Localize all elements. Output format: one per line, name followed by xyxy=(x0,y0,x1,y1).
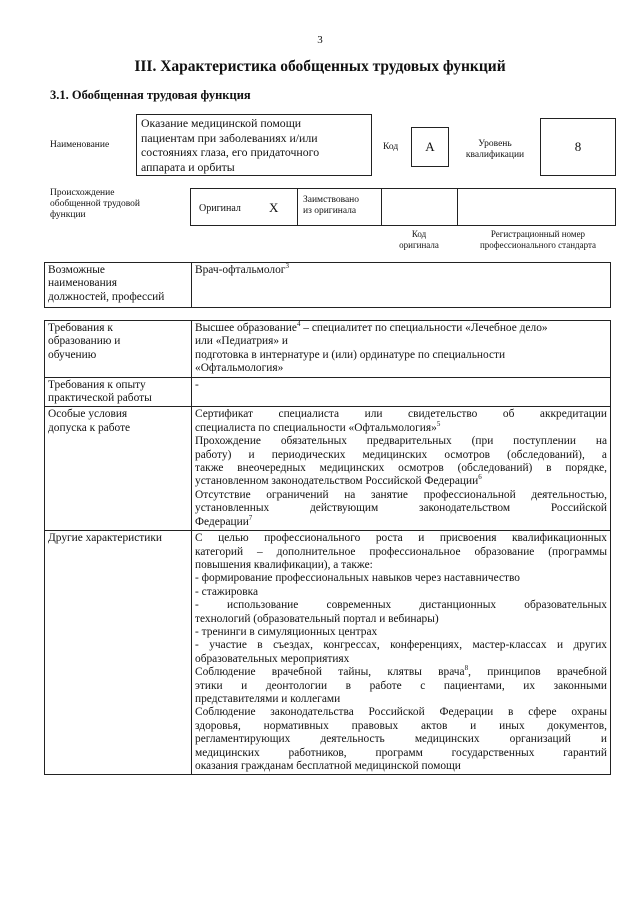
text-line xyxy=(195,362,607,375)
text-run: технологий (образовательный портал и вебинары) xyxy=(195,612,439,625)
text-line xyxy=(195,639,607,652)
text-line xyxy=(195,613,607,626)
text-run: , принципов врачебной xyxy=(468,666,607,679)
text-run: Федерации xyxy=(195,515,249,528)
requirement-label xyxy=(45,531,192,775)
subsection-title: 3.1. Обобщенная трудовая функция xyxy=(50,88,251,102)
caption-line: Код xyxy=(411,229,427,239)
code-original-caption xyxy=(380,229,458,251)
label-line: образованию и xyxy=(48,335,121,348)
text-line xyxy=(195,335,607,348)
origin-label-line: Происхождение xyxy=(50,188,115,198)
page-number: 3 xyxy=(317,34,323,46)
text-line xyxy=(195,546,607,559)
section-title: III. Характеристика обобщенных трудовых функций xyxy=(134,58,506,75)
origin-label-line: обобщенной трудовой xyxy=(50,199,140,209)
text-run: работу) и периодических медицинских осмотров (обследований), а xyxy=(195,448,607,461)
original-mark: X xyxy=(269,200,279,215)
requirement-label xyxy=(45,377,192,407)
label-line: Другие характеристики xyxy=(48,532,163,545)
label-line: должностей, профессий xyxy=(48,290,165,303)
text-run: здоровья, нормативных правовых актов и иных документов, xyxy=(195,719,607,732)
origin-table xyxy=(190,188,616,226)
table-row xyxy=(45,321,611,378)
caption-line: Регистрационный номер xyxy=(490,229,586,239)
function-name-line: Оказание медицинской помощи xyxy=(141,116,302,130)
divider xyxy=(457,188,458,226)
text-line xyxy=(195,513,607,529)
text-line xyxy=(195,760,607,773)
text-line xyxy=(195,559,607,572)
divider xyxy=(381,188,382,226)
text-run: С целью профессионального роста и присвоения квалификационных xyxy=(195,532,607,545)
level-label xyxy=(456,139,534,161)
text-line xyxy=(195,666,607,679)
text-run: этики и деонтологии в работе с пациентами, их законными xyxy=(195,679,607,692)
text-run: Высшее образование xyxy=(195,322,297,334)
code-value-box: А xyxy=(411,127,449,167)
positions-label xyxy=(45,263,192,308)
function-name-box xyxy=(136,114,372,176)
text-run: медицинских работников, программ государственных гарантий xyxy=(195,746,607,759)
level-label-line: квалификации xyxy=(465,150,525,160)
origin-label-line: функции xyxy=(50,210,86,220)
text-run: повышения квалификации), а также: xyxy=(195,558,373,571)
text-run: представителями и коллегами xyxy=(195,692,341,705)
label-line: наименования xyxy=(48,277,118,290)
text-line xyxy=(195,706,607,719)
text-line xyxy=(195,572,607,585)
requirement-label xyxy=(45,321,192,378)
text-line xyxy=(195,462,607,475)
text-run: или «Педиатрия» и xyxy=(195,335,288,348)
footnote-ref: 8 xyxy=(464,664,469,673)
table-row xyxy=(45,377,611,407)
name-label: Наименование xyxy=(50,140,110,150)
text-line xyxy=(195,693,607,706)
positions-value xyxy=(192,263,611,308)
reg-number-caption xyxy=(460,229,616,251)
text-line xyxy=(195,586,607,599)
text-line xyxy=(195,435,607,448)
text-line xyxy=(195,502,607,515)
divider xyxy=(297,188,298,226)
label-line: допуска к работе xyxy=(48,421,131,434)
text-run: - тренинги в симуляционных центрах xyxy=(195,625,378,638)
borrowed-label-line: из оригинала xyxy=(303,206,357,216)
text-line xyxy=(195,349,607,362)
text-line xyxy=(195,733,607,746)
text-line xyxy=(195,532,607,545)
requirement-value xyxy=(192,377,611,407)
text-line xyxy=(195,489,607,502)
text-line xyxy=(195,720,607,733)
text-line xyxy=(195,422,607,435)
text-run: специалиста по специальности «Офтальмология» xyxy=(195,421,437,434)
text-run: Соблюдение законодательства Российской Федерации в сфере охраны xyxy=(195,706,607,719)
text-line xyxy=(195,626,607,639)
level-label-line: Уровень xyxy=(478,139,512,149)
function-name-line: пациентам при заболеваниях и/или xyxy=(141,130,318,145)
text-line xyxy=(195,653,607,666)
footnote-ref: 7 xyxy=(248,513,253,522)
positions-table xyxy=(44,262,611,308)
text-run: Соблюдение врачебной тайны, клятвы врача xyxy=(195,666,465,679)
text-run: «Офтальмология» xyxy=(195,362,284,375)
text-run: установленных действующим законодательством Российской xyxy=(195,502,607,515)
text-line xyxy=(195,379,607,392)
text-run: также внеочередных медицинских осмотров (обследований) в порядке, xyxy=(195,462,607,475)
footnote-ref: 4 xyxy=(296,320,301,329)
text-line xyxy=(195,408,607,421)
requirements-table xyxy=(44,320,611,775)
text-run: категорий – дополнительное профессиональное образование (программы xyxy=(195,545,607,558)
code-label: Код xyxy=(383,142,399,152)
text-run: - xyxy=(195,378,199,391)
label-line: практической работы xyxy=(48,392,152,405)
caption-line: профессионального стандарта xyxy=(479,240,597,250)
footnote-ref: 3 xyxy=(285,262,289,271)
label-line: Особые условия xyxy=(48,408,128,421)
borrowed-label-line: Заимствовано xyxy=(303,195,360,205)
text-line xyxy=(195,599,607,612)
text-run: Прохождение обязательных предварительных (при поступлении на xyxy=(195,435,607,448)
requirement-value xyxy=(192,531,611,775)
level-value-box: 8 xyxy=(540,118,616,176)
label-line: Требования к xyxy=(48,322,113,334)
footnote-ref: 6 xyxy=(478,473,482,482)
table-row xyxy=(45,407,611,531)
table-row xyxy=(45,263,611,308)
text-line xyxy=(195,449,607,462)
text-run: Сертификат специалиста или свидетельство об аккредитации xyxy=(195,408,607,421)
requirement-value xyxy=(192,407,611,531)
position-name: Врач-офтальмолог xyxy=(195,264,286,276)
text-run: - использование современных дистанционных образовательных xyxy=(195,599,607,612)
text-run: образовательных мероприятиях xyxy=(195,652,350,665)
footnote-ref: 5 xyxy=(436,420,441,429)
text-run: подготовка в интернатуре и (или) ординатуре по специальности xyxy=(195,348,506,361)
function-name-line: состояниях глаза, его придаточного xyxy=(141,145,320,160)
function-name-line: аппарата и орбиты xyxy=(141,159,235,174)
text-line xyxy=(195,680,607,693)
text-run: - формирование профессиональных навыков через наставничество xyxy=(195,572,520,585)
text-line xyxy=(195,747,607,760)
text-run: регламентирующих деятельность медицинских организаций и xyxy=(195,733,607,746)
text-line xyxy=(195,322,607,335)
requirement-value xyxy=(192,321,611,378)
label-line: Требования к опыту xyxy=(48,378,146,391)
table-row xyxy=(45,531,611,775)
origin-label xyxy=(50,188,140,221)
requirement-label xyxy=(45,407,192,531)
text-line xyxy=(195,475,607,488)
text-run: установленном законодательством Российской Федерации xyxy=(195,475,479,488)
text-run: оказания гражданам бесплатной медицинской помощи xyxy=(195,760,461,772)
text-run: Отсутствие ограничений на занятие профессиональной деятельностью, xyxy=(195,488,607,501)
text-run: - участие в съездах, конгрессах, конференциях, мастер-классах и других xyxy=(195,639,607,652)
text-run: - стажировка xyxy=(195,585,259,598)
original-label: Оригинал xyxy=(199,203,241,214)
borrowed-label xyxy=(303,195,359,217)
label-line: Возможные xyxy=(48,264,105,276)
label-line: обучению xyxy=(48,348,97,361)
caption-line: оригинала xyxy=(399,240,439,250)
text-run: – специалитет по специальности «Лечебное дело» xyxy=(300,322,548,334)
